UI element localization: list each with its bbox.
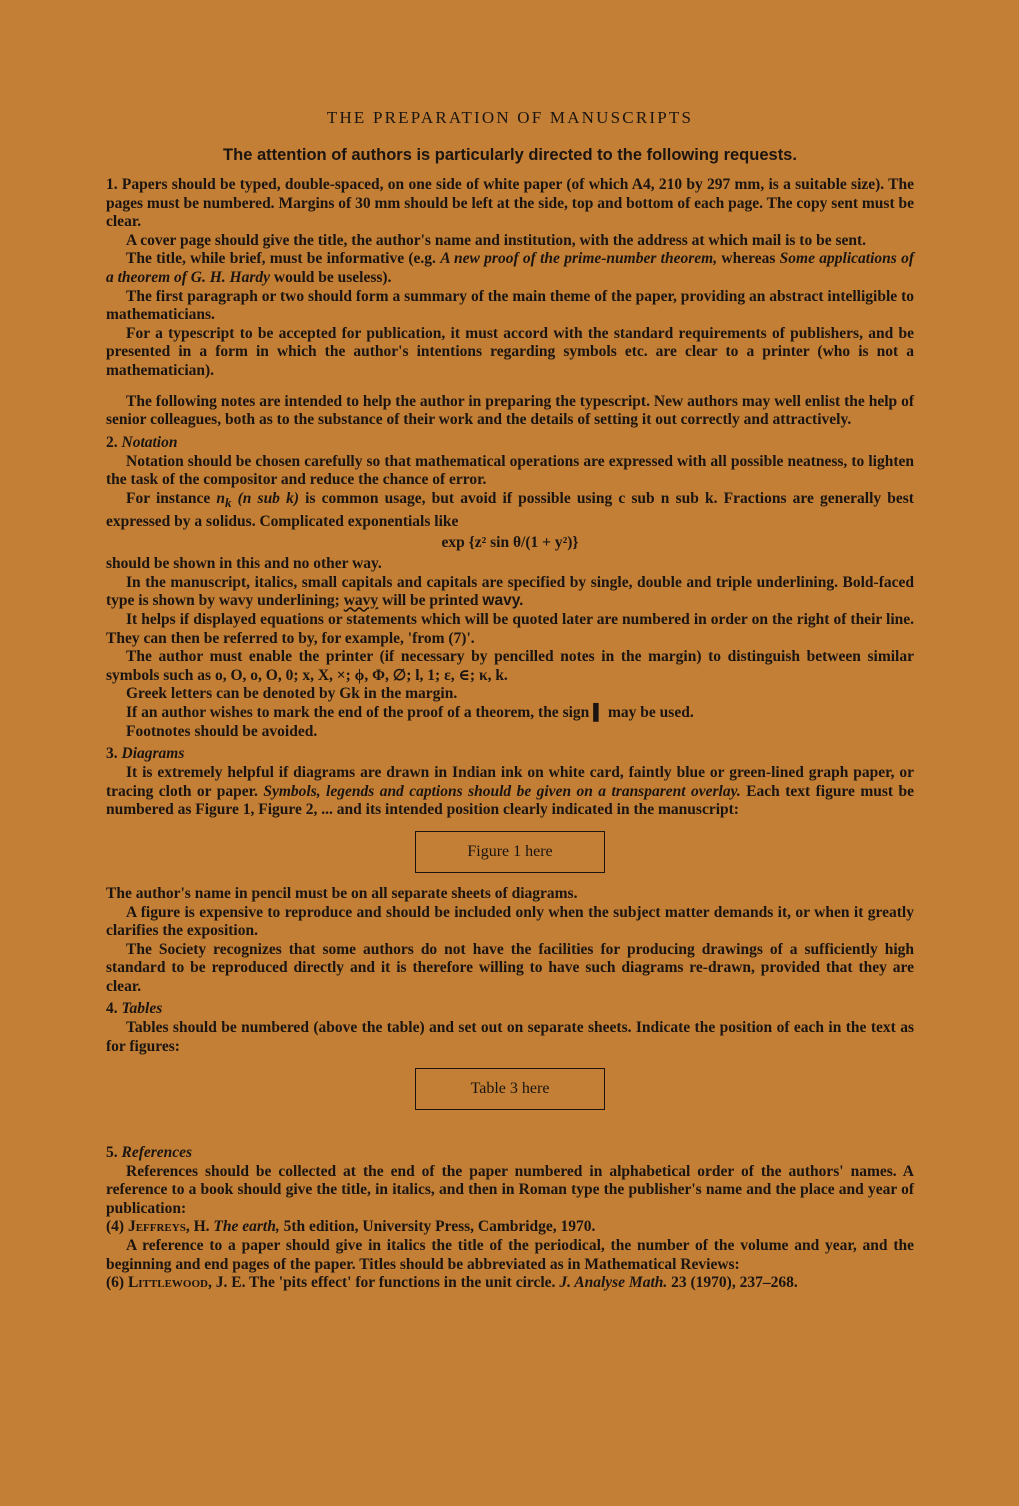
display-equation: exp {z² sin θ/(1 + y²)} bbox=[441, 534, 579, 552]
bold-sample-text: wavy. bbox=[482, 592, 524, 610]
math-subscript: k bbox=[225, 495, 232, 510]
section-number: 2. bbox=[106, 433, 122, 451]
text: For instance bbox=[126, 489, 217, 507]
reference-author: Littlewood bbox=[127, 1274, 208, 1292]
paragraph: The Society recognizes that some authors do not have the facilities for producing drawings of a sufficiently high standard to be reproduced directly and it is therefore willing to have such diagrams re-drawn, provided that they are clear. bbox=[106, 940, 914, 995]
text: is common usage, but avoid if possible using c sub n sub k. Fractions are generally best expressed by a solidus. Complicated exponentials like bbox=[106, 489, 914, 530]
paragraph: Tables should be numbered (above the table) and set out on separate sheets. Indicate the position of each in the text as for figures: bbox=[106, 1019, 914, 1056]
text: 23 (1970), 237–268. bbox=[667, 1274, 798, 1292]
paragraph: A cover page should give the title, the author's name and institution, with the address at which mail is to be sent. bbox=[126, 231, 867, 249]
reference-number: (6) bbox=[106, 1274, 128, 1292]
text: will be printed bbox=[378, 592, 483, 610]
paragraph: The following notes are intended to help the author in preparing the typescript. New authors may well enlist the help of senior colleagues, both as to the substance of their work and the details of setting it out correctly and attractively. bbox=[106, 392, 914, 429]
paragraph bbox=[106, 250, 914, 287]
section-diagrams bbox=[106, 744, 914, 996]
paragraph: Notation should be chosen carefully so that mathematical operations are expressed with all possible neatness, to lighten the task of the compositor and reduce the chance of error. bbox=[106, 452, 914, 489]
section-number: 4. bbox=[106, 1000, 122, 1018]
reference-entry bbox=[106, 1218, 914, 1237]
paragraph: It helps if displayed equations or statements which will be quoted later are numbered in order on the right of their line. They can then be referred to by, for example, 'from (7)'. bbox=[106, 610, 914, 647]
paragraph: Greek letters can be denoted by Gk in the margin. bbox=[126, 685, 458, 703]
section-number: 5. bbox=[106, 1143, 122, 1161]
text: In the manuscript, italics, small capitals and capitals are specified by single, double and triple underlining. Bold-faced type is shown by wavy underlining; bbox=[106, 573, 914, 610]
section-general bbox=[106, 176, 914, 430]
paragraph: A reference to a paper should give in italics the title of the periodical, the number of the volume and year, and the beginning and end pages of the paper. Titles should be abbreviated as in Mathematical Reviews: bbox=[106, 1237, 914, 1273]
section-references bbox=[106, 1143, 914, 1293]
section-number: 3. bbox=[106, 745, 122, 763]
italic-text: Some applications of a theorem of G. H. Hardy bbox=[106, 250, 914, 286]
page-title: THE PREPARATION OF MANUSCRIPTS bbox=[326, 108, 694, 127]
italic-text: Symbols, legends and captions should be given on a transparent overlay. bbox=[263, 782, 741, 800]
italic-text: A new proof of the prime-number theorem, bbox=[440, 250, 718, 268]
paragraph: should be shown in this and no other way. bbox=[106, 555, 382, 573]
page-subtitle: The attention of authors is particularly directed to the following requests. bbox=[223, 146, 797, 164]
math-symbol: n bbox=[216, 489, 225, 507]
reference-journal: J. Analyse Math. bbox=[559, 1274, 668, 1292]
italic-text: (n sub k) bbox=[231, 489, 299, 507]
text: The title, while brief, must be informative (e.g. bbox=[126, 250, 441, 268]
section-tables bbox=[106, 999, 914, 1139]
paragraph: The first paragraph or two should form a summary of the main theme of the paper, providing an abstract intelligible to mathematicians. bbox=[106, 287, 914, 324]
reference-author: Jeffreys bbox=[127, 1218, 186, 1236]
text: 5th edition, University Press, Cambridge, 1970. bbox=[279, 1218, 596, 1236]
section-title: Notation bbox=[121, 433, 178, 451]
paragraph: The author must enable the printer (if necessary by pencilled notes in the margin) to distinguish between similar symbols such as o, O, o, O, 0; x, X, ×; ϕ, Φ, ∅; l, 1; ε, ∈; κ, k. bbox=[106, 648, 914, 684]
text: would be useless). bbox=[270, 268, 392, 286]
paragraph: 1. Papers should be typed, double-spaced, on one side of white paper (of which A4, 210 by 297 mm, is a suitable size). The pages must be numbered. Margins of 30 mm should be left at the side, top and bottom of each page. The copy sent must be clear. bbox=[106, 176, 914, 231]
text: Each text figure must be numbered as Figure 1, Figure 2, ... and its intended position clearly indicated in the manuscript: bbox=[106, 782, 914, 819]
section-title: Diagrams bbox=[121, 745, 185, 763]
section-heading bbox=[106, 744, 914, 763]
document-page bbox=[106, 108, 914, 1293]
section-heading bbox=[106, 1143, 914, 1162]
wavy-underlined-text: wavy bbox=[343, 592, 379, 610]
paragraph: Footnotes should be avoided. bbox=[126, 722, 318, 740]
paragraph: For a typescript to be accepted for publication, it must accord with the standard requirements of publishers, and be presented in a form in which the author's intentions regarding symbols etc. are clear to a printer (who is not a mathematician). bbox=[106, 324, 914, 379]
reference-number: (4) bbox=[106, 1218, 128, 1236]
section-heading bbox=[106, 433, 914, 452]
text: , H. bbox=[185, 1218, 214, 1236]
text: whereas bbox=[717, 250, 780, 268]
paragraph: A figure is expensive to reproduce and should be included only when the subject matter demands it, or when it greatly clarifies the exposition. bbox=[106, 903, 914, 940]
section-title: Tables bbox=[121, 1000, 163, 1018]
reference-entry bbox=[106, 1274, 914, 1293]
section-notation bbox=[106, 433, 914, 741]
paragraph bbox=[106, 764, 914, 820]
figure-placeholder-box: Figure 1 here bbox=[415, 831, 605, 873]
paragraph bbox=[106, 574, 914, 611]
reference-title: The earth, bbox=[213, 1218, 280, 1236]
paragraph: If an author wishes to mark the end of the proof of a theorem, the sign ▌ may be used. bbox=[126, 703, 694, 721]
text: , J. E. The 'pits effect' for functions in the unit circle. bbox=[207, 1274, 560, 1292]
paragraph: References should be collected at the end of the paper numbered in alphabetical order of the authors' names. A reference to a book should give the title, in italics, and then in Roman type the publisher's name and the place and year of publication: bbox=[106, 1162, 914, 1217]
paragraph bbox=[106, 490, 914, 531]
text: It is extremely helpful if diagrams are drawn in Indian ink on white card, faintly blue or green-lined graph paper, or tracing cloth or paper. bbox=[106, 764, 914, 800]
paragraph: The author's name in pencil must be on all separate sheets of diagrams. bbox=[106, 884, 578, 902]
section-heading bbox=[106, 999, 914, 1018]
section-title: References bbox=[121, 1143, 193, 1161]
table-placeholder-box: Table 3 here bbox=[415, 1068, 605, 1110]
